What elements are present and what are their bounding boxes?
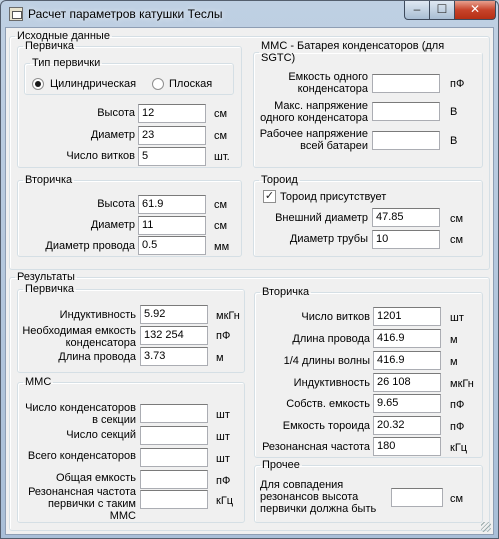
secondary-wire-label: Диаметр провода	[45, 240, 135, 252]
radio-cylindrical-label[interactable]: Цилиндрическая	[50, 78, 137, 90]
res-sec-wire-label: Длина провода	[292, 333, 370, 345]
res-mmc-resonance-value[interactable]	[140, 490, 208, 509]
primary-type-legend: Тип первички	[32, 57, 101, 69]
toroid-tube-unit: см	[450, 234, 464, 246]
results-secondary-legend: Вторичка	[262, 286, 310, 298]
res-mmc-total-value[interactable]	[140, 448, 208, 467]
res-sec-resonance-value[interactable]: 180	[373, 437, 441, 456]
close-button[interactable]: ✕	[454, 1, 496, 20]
secondary-height-label: Высота	[97, 198, 135, 210]
client-area	[5, 27, 494, 535]
title-bar[interactable]	[1, 1, 498, 27]
res-sec-turns-unit: шт	[450, 312, 464, 324]
res-primary-capacitance-label: Необходимая емкость конденсатора	[22, 325, 136, 349]
secondary-wire-input[interactable]: 0.5	[138, 236, 206, 255]
res-sec-resonance-unit: кГц	[450, 442, 468, 454]
res-sec-resonance-label: Резонансная частота	[262, 441, 370, 453]
minimize-button[interactable]: –	[404, 1, 430, 20]
other-legend: Прочее	[262, 459, 300, 471]
res-sec-toroid-cap-label: Емкость тороида	[282, 420, 370, 432]
secondary-height-input[interactable]: 61.9	[138, 195, 206, 214]
res-sec-toroid-cap-value[interactable]: 20.32	[373, 416, 441, 435]
mmc-capacitance-label: Емкость одного конденсатора	[288, 71, 368, 95]
res-primary-inductance-label: Индуктивность	[59, 309, 136, 321]
primary-height-input[interactable]: 12	[138, 104, 206, 123]
res-sec-self-cap-label: Собств. емкость	[286, 398, 370, 410]
res-mmc-capacitance-label: Общая емкость	[55, 472, 136, 484]
res-sec-inductance-label: Индуктивность	[293, 377, 370, 389]
res-mmc-sections-unit: шт	[216, 431, 230, 443]
input-data-legend: Исходные данные	[17, 30, 110, 42]
res-sec-toroid-cap-unit: пФ	[450, 421, 465, 433]
primary-turns-input[interactable]: 5	[138, 147, 206, 166]
res-primary-capacitance-value[interactable]: 132 254	[140, 326, 208, 345]
radio-flat-label[interactable]: Плоская	[169, 78, 213, 90]
toroid-tube-label: Диаметр трубы	[289, 233, 368, 245]
input-mmc-legend: ММС - Батарея конденсаторов (для SGTC)	[261, 40, 445, 64]
toroid-present-label[interactable]: Тороид присутствует	[280, 191, 387, 203]
mmc-capacitance-input[interactable]	[372, 74, 440, 93]
mmc-max-voltage-input[interactable]	[372, 102, 440, 121]
res-sec-turns-value[interactable]: 1201	[373, 307, 441, 326]
secondary-wire-unit: мм	[214, 241, 230, 253]
res-mmc-sections-label: Число секций	[66, 429, 136, 441]
res-mmc-sections-value[interactable]	[140, 426, 208, 445]
primary-height-label: Высота	[97, 107, 135, 119]
mmc-max-voltage-unit: В	[450, 106, 458, 118]
primary-diameter-unit: см	[214, 130, 228, 142]
res-mmc-capacitance-unit: пФ	[216, 475, 231, 487]
primary-turns-label: Число витков	[66, 150, 135, 162]
primary-diameter-input[interactable]: 23	[138, 126, 206, 145]
results-legend: Результаты	[17, 271, 75, 283]
radio-flat[interactable]	[152, 78, 164, 90]
res-primary-wire-unit: м	[216, 352, 224, 364]
toroid-legend: Тороид	[261, 174, 298, 186]
results-primary-legend: Первичка	[25, 283, 75, 295]
mmc-work-voltage-input[interactable]	[372, 131, 440, 150]
res-mmc-total-unit: шт	[216, 453, 230, 465]
results-mmc-legend: ММС	[25, 376, 52, 388]
res-mmc-capacitance-value[interactable]	[140, 470, 208, 489]
toroid-outer-label: Внешний диаметр	[275, 212, 368, 224]
toroid-outer-input[interactable]: 47.85	[372, 208, 440, 227]
window-title: Расчет параметров катушки Теслы	[28, 7, 223, 21]
res-sec-inductance-unit: мкГн	[450, 378, 474, 390]
toroid-outer-unit: см	[450, 213, 464, 225]
primary-height-unit: см	[214, 108, 228, 120]
secondary-diameter-label: Диаметр	[90, 219, 135, 231]
mmc-max-voltage-label: Макс. напряжение одного конденсатора	[260, 100, 368, 124]
res-sec-self-cap-value[interactable]: 9.65	[373, 394, 441, 413]
mmc-capacitance-unit: пФ	[450, 78, 465, 90]
toroid-tube-input[interactable]: 10	[372, 230, 440, 249]
res-sec-inductance-value[interactable]: 26 108	[373, 373, 441, 392]
res-primary-inductance-unit: мкГн	[216, 310, 240, 322]
secondary-diameter-input[interactable]: 11	[138, 216, 206, 235]
resize-grip[interactable]	[481, 522, 491, 532]
res-primary-inductance-value[interactable]: 5.92	[140, 305, 208, 324]
other-label: Для совпадения резонансов высота первички должна быть	[260, 479, 377, 515]
secondary-diameter-unit: см	[214, 220, 228, 232]
maximize-button[interactable]: ☐	[429, 1, 455, 20]
res-mmc-per-section-value[interactable]	[140, 404, 208, 423]
res-primary-capacitance-unit: пФ	[216, 330, 231, 342]
primary-turns-unit: шт.	[214, 151, 230, 163]
mmc-work-voltage-label: Рабочее напряжение всей батареи	[259, 128, 368, 152]
res-mmc-resonance-label: Резонансная частота первички с таким ММС	[28, 486, 136, 522]
res-sec-self-cap-unit: пФ	[450, 399, 465, 411]
res-sec-wire-unit: м	[450, 334, 458, 346]
toroid-present-checkbox[interactable]: ✓	[264, 190, 275, 202]
res-sec-quarter-wave-value[interactable]: 416.9	[373, 351, 441, 370]
res-mmc-total-label: Всего конденсаторов	[27, 450, 136, 462]
mmc-work-voltage-unit: В	[450, 135, 458, 147]
res-sec-quarter-wave-unit: м	[450, 356, 458, 368]
other-value[interactable]	[391, 488, 443, 507]
input-secondary-legend: Вторичка	[25, 174, 73, 186]
radio-cylindrical[interactable]	[32, 78, 44, 90]
res-mmc-resonance-unit: кГц	[216, 495, 234, 507]
res-sec-quarter-wave-label: 1/4 длины волны	[283, 355, 370, 367]
res-mmc-per-section-unit: шт	[216, 409, 230, 421]
res-primary-wire-label: Длина провода	[58, 351, 136, 363]
res-sec-wire-value[interactable]: 416.9	[373, 329, 441, 348]
other-unit: см	[450, 493, 464, 505]
primary-diameter-label: Диаметр	[90, 129, 135, 141]
app-icon	[9, 7, 23, 21]
secondary-height-unit: см	[214, 199, 228, 211]
res-primary-wire-value[interactable]: 3.73	[140, 347, 208, 366]
res-sec-turns-label: Число витков	[301, 311, 370, 323]
res-mmc-per-section-label: Число конденсаторов в секции	[25, 402, 136, 426]
input-primary-legend: Первичка	[25, 40, 75, 52]
